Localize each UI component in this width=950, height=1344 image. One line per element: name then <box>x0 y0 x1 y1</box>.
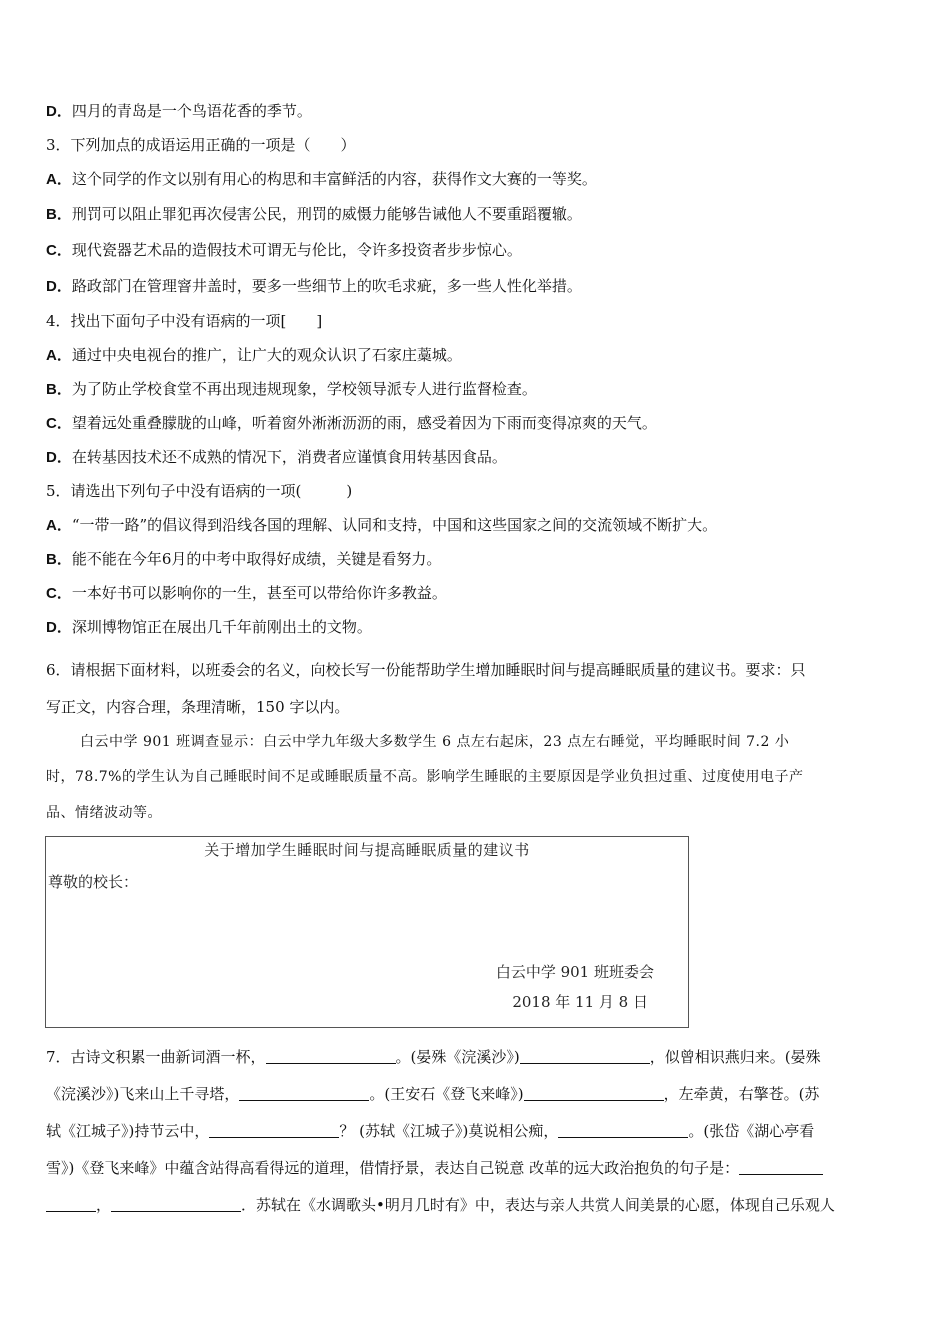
option-text: 四月的青岛是一个鸟语花香的季节。 <box>71 102 312 120</box>
option-label: A． <box>46 171 72 188</box>
option-text: 这个同学的作文以别有用心的构思和丰富鲜活的内容，获得作文大赛的一等奖。 <box>71 170 597 188</box>
option-label: B． <box>46 381 72 398</box>
q4-option-a <box>46 345 462 366</box>
q7-text: ？ (苏轼《江城子》)莫说相公痴， <box>339 1122 559 1140</box>
answer-blank[interactable] <box>524 1086 664 1101</box>
q5-stem: 5．请选出下列句子中没有语病的一项( ) <box>46 482 353 500</box>
q7-text: 。(张岱《湖心亭看 <box>688 1122 815 1140</box>
q4-option-c <box>46 413 657 434</box>
option-label: B． <box>46 551 72 568</box>
option-text: 刑罚可以阻止罪犯再次侵害公民，刑罚的威慑力能够告诫他人不要重蹈覆辙。 <box>71 205 582 223</box>
q6-material-line3: 品、情绪波动等。 <box>46 805 162 821</box>
q7-text: 雪》)《登飞来峰》中蕴含站得高看得远的道理，借情抒景，表达自己锐意 改革的远大政治抱负的句子是： <box>46 1159 740 1177</box>
option-label: C． <box>46 415 72 432</box>
q7-line2 <box>46 1084 819 1104</box>
option-label: A． <box>46 347 72 364</box>
answer-blank[interactable] <box>558 1123 688 1138</box>
q5-option-a <box>46 515 717 536</box>
letter-salutation: 尊敬的校长： <box>48 873 139 891</box>
option-text: 通过中央电视台的推广，让广大的观众认识了石家庄藁城。 <box>71 346 462 364</box>
option-label: A． <box>46 517 72 534</box>
q7-text: 7．古诗文积累一曲新词酒一杯， <box>46 1048 266 1066</box>
letter-answer-box <box>45 836 689 1028</box>
q3-option-a <box>46 169 597 190</box>
q7-text: 。(王安石《登飞来峰》) <box>369 1085 524 1103</box>
option-text: 现代瓷器艺术品的造假技术可谓无与伦比，令许多投资者步步惊心。 <box>71 241 522 259</box>
q7-text: 《浣溪沙》)飞来山上千寻塔， <box>46 1085 240 1103</box>
answer-blank[interactable] <box>520 1049 650 1064</box>
answer-blank[interactable] <box>739 1160 823 1175</box>
option-text: 深圳博物馆正在展出几千年前刚出土的文物。 <box>71 618 372 636</box>
q6-stem-line1: 6．请根据下面材料，以班委会的名义，向校长写一份能帮助学生增加睡眠时间与提高睡眠质量的建议书。要求：只 <box>46 661 806 679</box>
option-text: 能不能在今年6月的中考中取得好成绩，关键是看努力。 <box>71 550 442 568</box>
answer-blank[interactable] <box>46 1197 96 1212</box>
option-text: “一带一路”的倡议得到沿线各国的理解、认同和支持，中国和这些国家之间的交流领域不断扩大。 <box>71 516 718 534</box>
q3-option-d <box>46 276 582 297</box>
option-text: 在转基因技术还不成熟的情况下，消费者应谨慎食用转基因食品。 <box>71 448 507 466</box>
q7-line3 <box>46 1121 814 1141</box>
q7-line1 <box>46 1047 821 1067</box>
letter-title: 关于增加学生睡眠时间与提高睡眠质量的建议书 <box>204 841 530 859</box>
q7-text: ，似曾相识燕归来。(晏殊 <box>649 1048 821 1066</box>
q4-stem: 4．找出下面句子中没有语病的一项[ ] <box>46 312 323 330</box>
option-text: 一本好书可以影响你的一生，甚至可以带给你许多教益。 <box>71 584 447 602</box>
q6-stem-line2: 写正文，内容合理，条理清晰，150 字以内。 <box>46 698 350 716</box>
q7-text: 。(晏殊《浣溪沙》) <box>395 1048 520 1066</box>
answer-blank[interactable] <box>209 1123 339 1138</box>
option-label: D． <box>46 449 72 466</box>
q4-option-d <box>46 447 507 468</box>
q7-text: ．苏轼在《水调歌头•明月几时有》中，表达与亲人共赏人间美景的心愿，体现自己乐观人 <box>241 1196 835 1214</box>
q6-material-line2: 时，78.7%的学生认为自己睡眠时间不足或睡眠质量不高。影响学生睡眠的主要原因是学业负担过重、过度使用电子产 <box>46 769 804 785</box>
option-text: 望着远处重叠朦胧的山峰，听着窗外淅淅沥沥的雨，感受着因为下雨而变得凉爽的天气。 <box>71 414 657 432</box>
option-text: 为了防止学校食堂不再出现违规现象，学校领导派专人进行监督检查。 <box>71 380 537 398</box>
q3-option-c <box>46 240 522 261</box>
q7-text: ， <box>96 1196 112 1214</box>
q7-line4 <box>46 1158 823 1178</box>
option-text: 路政部门在管理窨井盖时，要多一些细节上的吹毛求疵，多一些人性化举措。 <box>71 277 582 295</box>
q3-stem: 3．下列加点的成语运用正确的一项是（ ） <box>46 136 356 154</box>
q3-option-b <box>46 204 582 225</box>
answer-blank[interactable] <box>266 1049 396 1064</box>
q5-option-c <box>46 583 447 604</box>
answer-blank[interactable] <box>111 1197 241 1212</box>
q2-option-d <box>46 101 312 122</box>
option-label: C． <box>46 585 72 602</box>
q7-text: ，左牵黄，右擎苍。(苏 <box>663 1085 820 1103</box>
q5-option-b <box>46 549 441 570</box>
option-label: D． <box>46 103 72 120</box>
q5-option-d <box>46 617 372 638</box>
option-label: C． <box>46 242 72 259</box>
option-label: D． <box>46 619 72 636</box>
q6-material-line1: 白云中学 901 班调查显示：白云中学九年级大多数学生 6 点左右起床，23 点左右睡觉，平均睡眠时间 7.2 小 <box>80 734 790 750</box>
q4-option-b <box>46 379 537 400</box>
q7-text: 轼《江城子》)持节云中， <box>46 1122 210 1140</box>
letter-date: 2018 年 11 月 8 日 <box>512 993 648 1011</box>
answer-blank[interactable] <box>239 1086 369 1101</box>
letter-signer: 白云中学 901 班班委会 <box>495 963 654 981</box>
q7-line5 <box>46 1195 835 1215</box>
option-label: D． <box>46 278 72 295</box>
option-label: B． <box>46 206 72 223</box>
